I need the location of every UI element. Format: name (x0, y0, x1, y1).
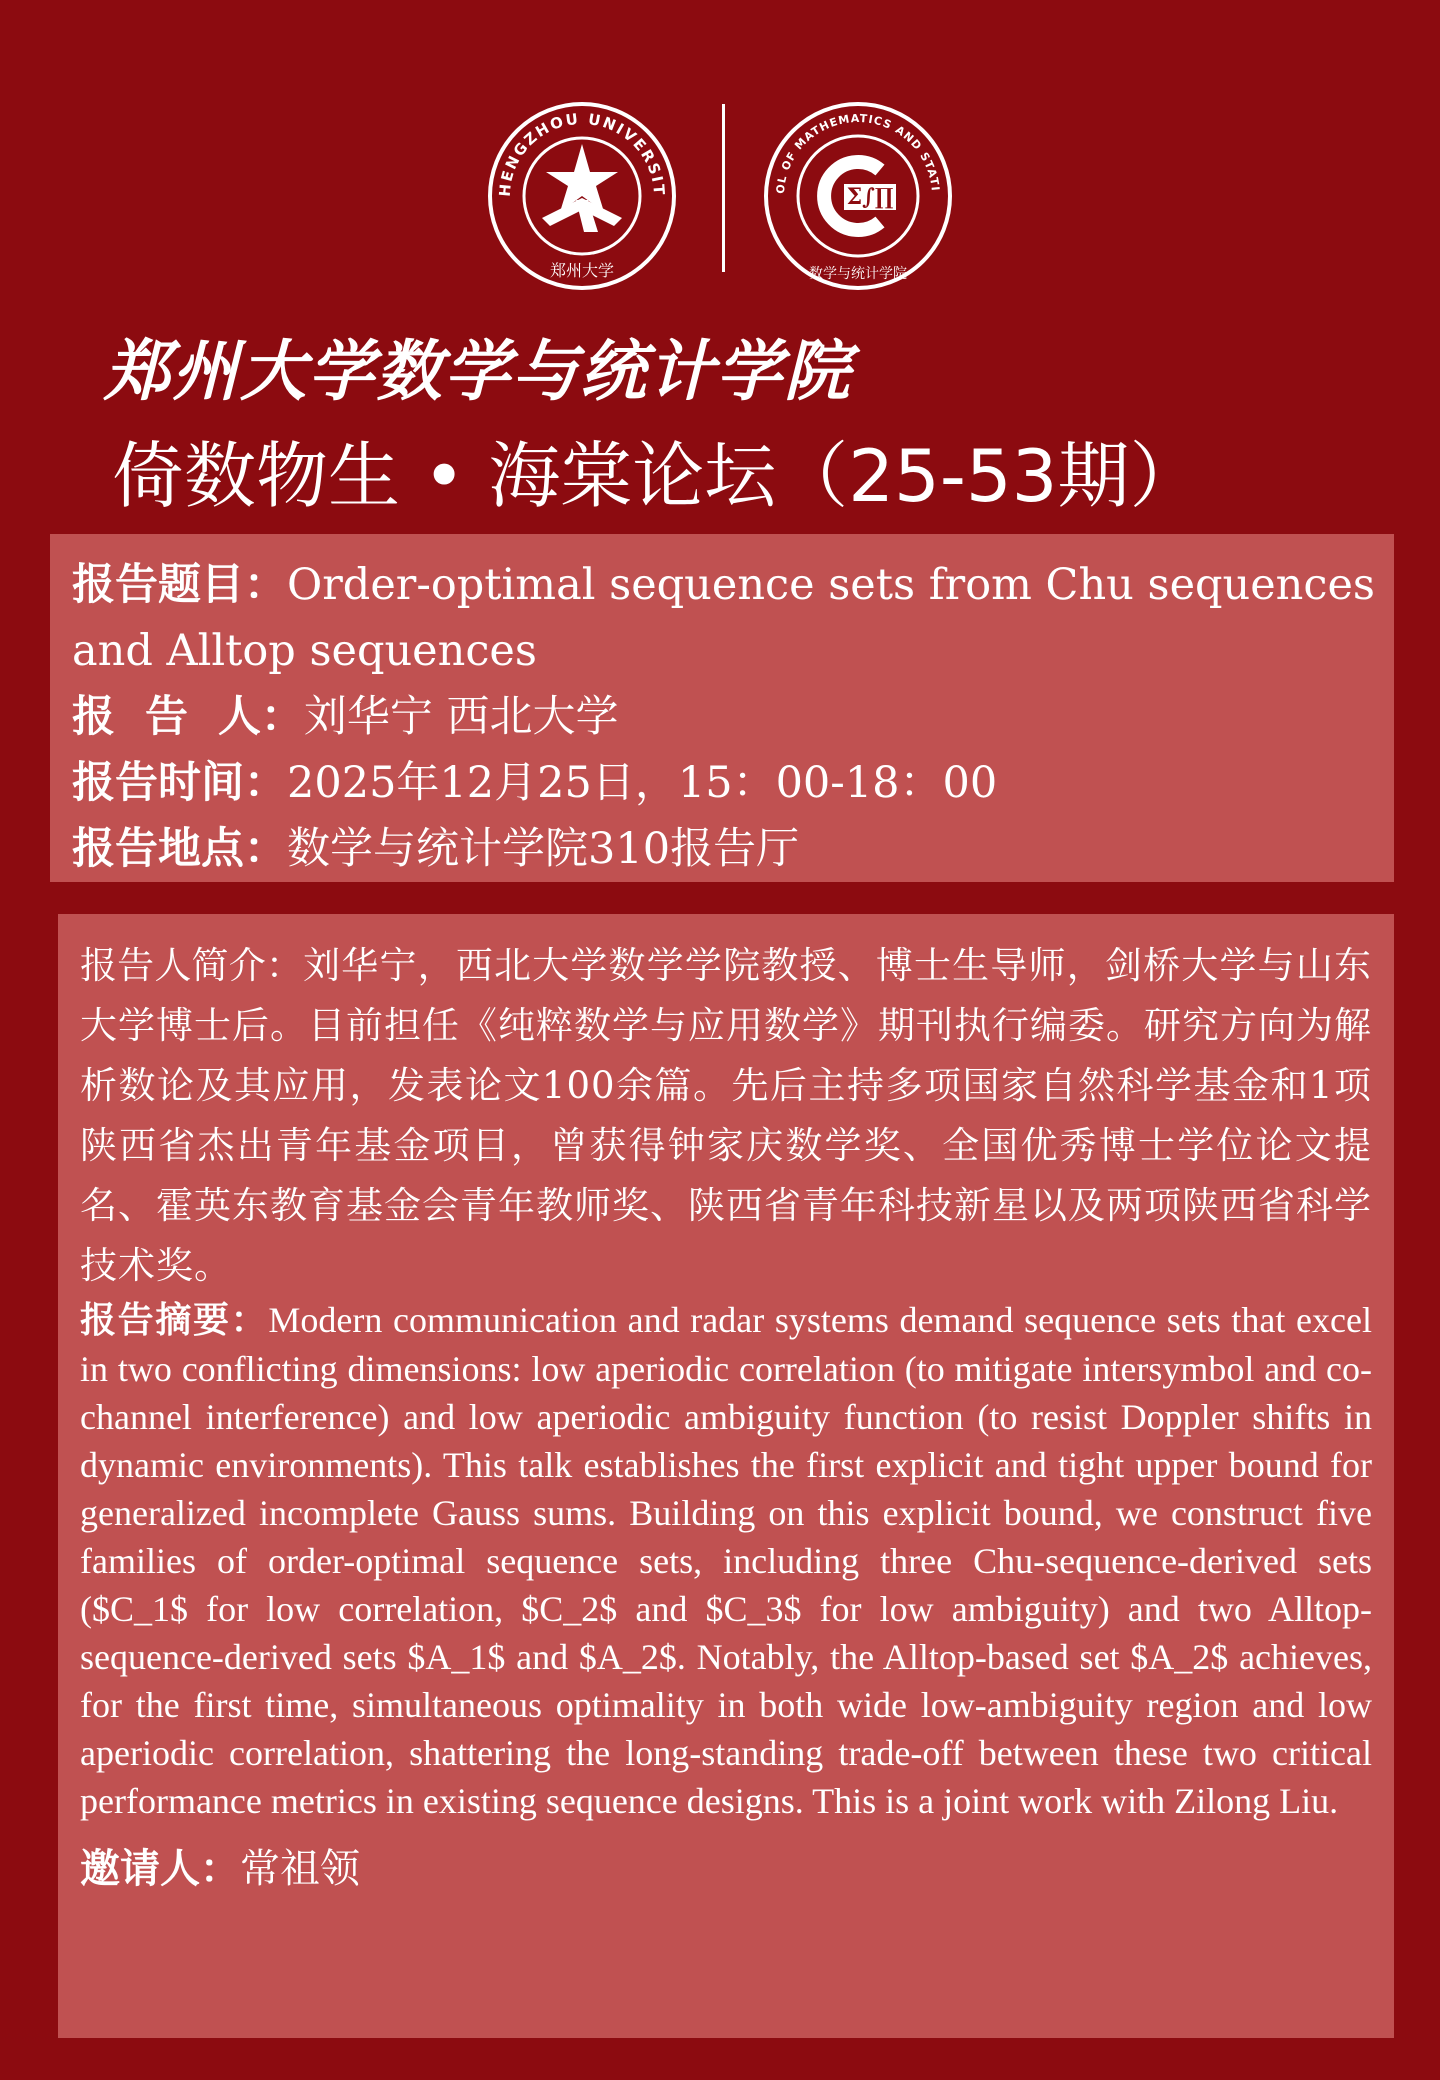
bio-text: 刘华宁，西北大学数学学院教授、博士生导师，剑桥大学与山东大学博士后。目前担任《纯粹数学与应用数学》期刊执行编委。研究方向为解析数论及其应用，发表论文100余篇。先后主持多项国家自然科学基金和1项陕西省杰出青年基金项目，曾获得钟家庆数学奖、全国优秀博士学位论文提名、霍英东教育基金会青年教师奖、陕西省青年科技新星以及两项陕西省科学技术奖。 (80, 944, 1373, 1287)
inviter-line (80, 1839, 1372, 1899)
speaker-bio (80, 936, 1372, 1296)
forum-title: 倚数物生 • 海棠论坛（25-53期） (112, 434, 1202, 518)
talk-title-value-cont: and Alltop sequences (72, 626, 537, 676)
logo-divider (722, 104, 725, 272)
bio-label: 报告人简介： (80, 944, 304, 987)
time-line (72, 750, 1372, 816)
school-name: 郑州大学数学与统计学院 (104, 333, 852, 410)
svg-text:Σ∫∏: Σ∫∏ (846, 184, 894, 210)
place-value: 数学与统计学院310报告厅 (287, 824, 800, 874)
abstract-text: Modern communication and radar systems demand sequence sets that excel in two conflicting dimensions: low aperiodic correlation (to mitigate intersymbol and co-channel interference) and low aperiodic ambiguity function (to resist Doppler shifts in dynamic environments). This talk establishes the first explicit and tight upper bound for generalized incomplete Gauss sums. Building on this explicit bound, we construct five families of order-optimal sequence sets, including three Chu-sequence-derived sets ($C_1$ for low correlation, $C_2$ and $C_3$ for low ambiguity) and two Alltop-sequence-derived sets $A_1$ and $A_2$. Notably, the Alltop-based set $A_2$ achieves, for the first time, simultaneous optimality in both wide low-ambiguity region and low aperiodic correlation, shattering the long-standing trade-off between these two critical performance metrics in existing sequence designs. This is a joint work with Zilong Liu. (80, 1300, 1372, 1821)
place-label: 报告地点： (72, 824, 287, 874)
speaker-label: 报 告 人： (72, 692, 304, 742)
svg-text:数学与统计学院: 数学与统计学院 (809, 266, 907, 282)
place-line (72, 816, 1372, 882)
svg-text:SCHOOL OF MATHEMATICS AND STAT: OL OF MATHEMATICS AND STATI (773, 111, 942, 195)
talk-title-line-2 (72, 618, 1372, 684)
school-of-math-logo (762, 100, 954, 292)
zhengzhou-university-logo (486, 100, 678, 292)
svg-text:郑州大学: 郑州大学 (549, 261, 615, 280)
speaker-value: 刘华宁 西北大学 (303, 692, 619, 742)
talk-title-label: 报告题目： (72, 560, 287, 610)
abstract-label: 报告摘要： (80, 1300, 269, 1341)
inviter-value: 常祖领 (240, 1846, 360, 1892)
inviter-label: 邀请人： (80, 1846, 240, 1892)
talk-title-line (72, 552, 1375, 618)
svg-text:ZHENGZHOU UNIVERSITY: HENGZHOU UNIVERSIT (495, 109, 669, 198)
time-value: 2025年12月25日，15：00-18：00 (287, 758, 998, 808)
time-label: 报告时间： (72, 758, 287, 808)
talk-detail-panel (58, 914, 1394, 2038)
speaker-line (72, 684, 1372, 750)
talk-abstract (80, 1296, 1372, 1825)
logo-row (0, 100, 1440, 280)
talk-title-value: Order-optimal sequence sets from Chu sequences (287, 560, 1375, 610)
talk-info-panel (50, 534, 1394, 882)
